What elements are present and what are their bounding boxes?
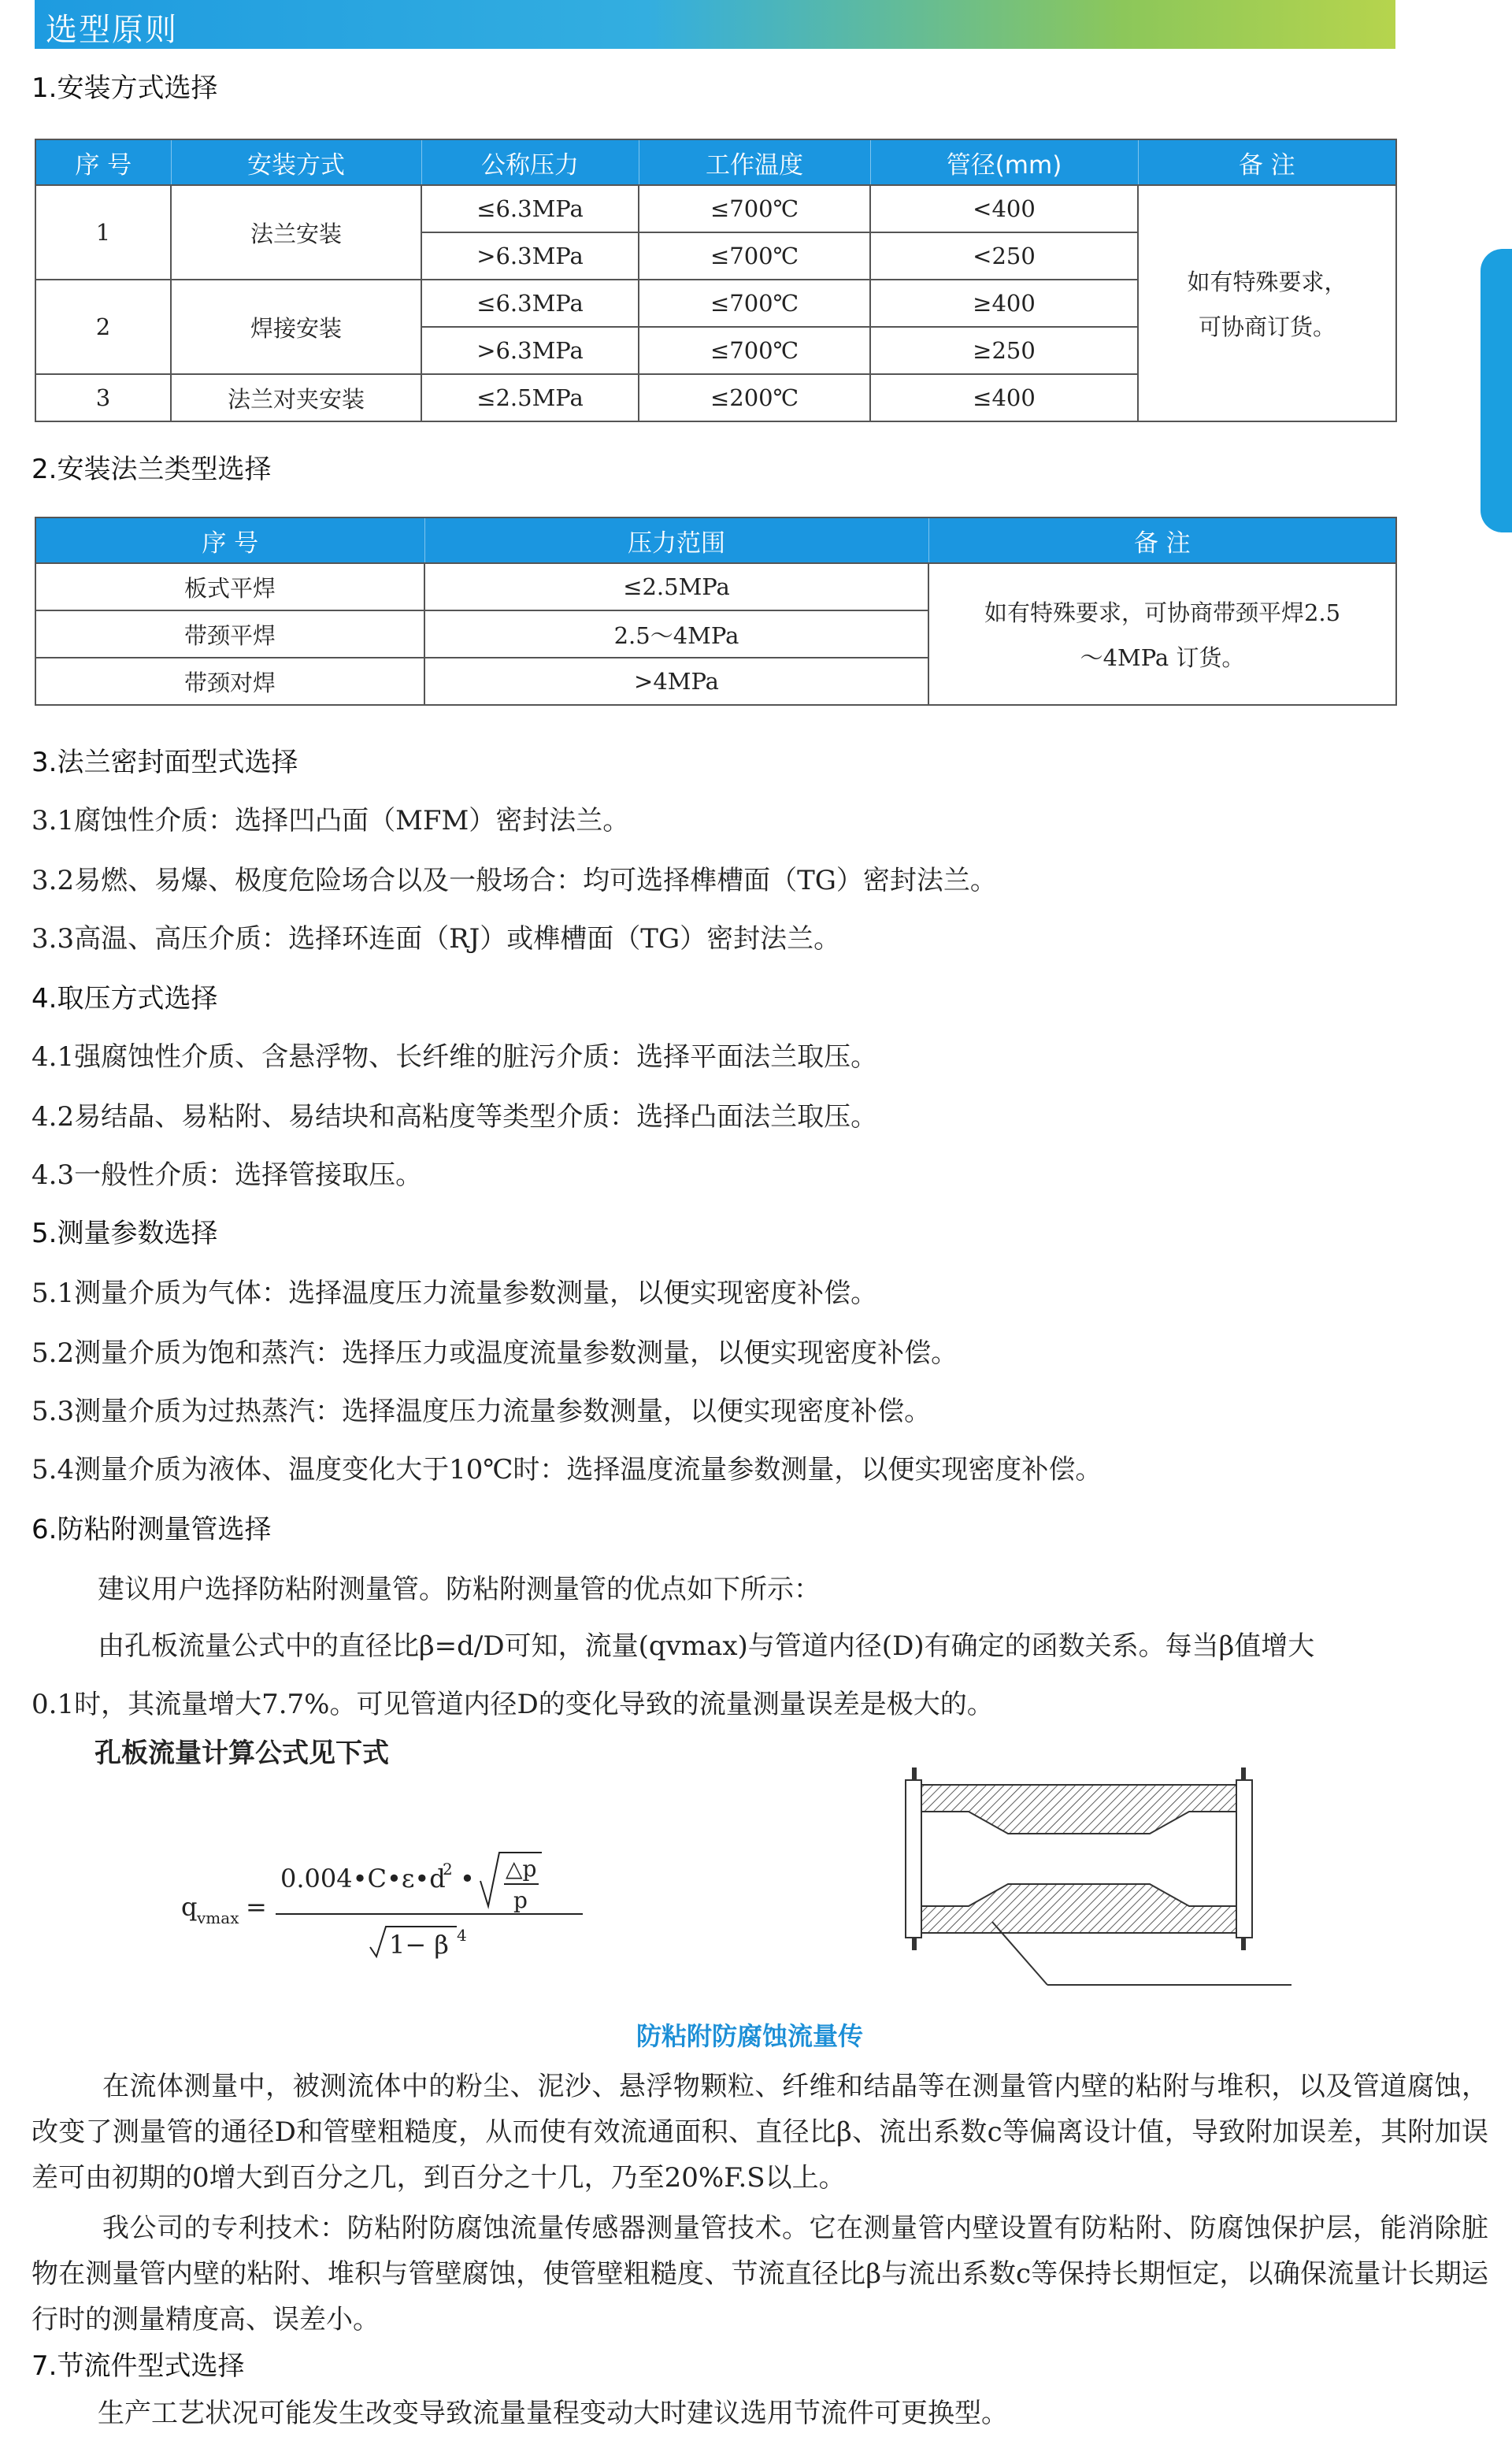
left-flange [906,1780,921,1938]
row-number: 1 [35,185,171,280]
row-number: 3 [35,374,171,421]
bolt [912,1767,917,1780]
formula-lhs: q [181,1892,198,1922]
bolt [1241,1938,1246,1950]
paragraph: 5.1测量介质为气体：选择温度压力流量参数测量，以便实现密度补偿。 [32,1278,878,1309]
formula-lhs-sub: vmax [197,1908,239,1927]
paragraph: 3.2易燃、易爆、极度危险场合以及一般场合：均可选择榫槽面（TG）密封法兰。 [32,865,997,896]
table-header-cell: 备 注 [928,517,1396,563]
paragraph: 4.1强腐蚀性介质、含悬浮物、长纤维的脏污介质：选择平面法兰取压。 [32,1041,878,1073]
diameter-cell: <400 [870,185,1138,232]
pressure-cell: >6.3MPa [421,232,639,280]
remark-cell [928,563,1396,705]
pressure-cell: ≤6.3MPa [421,280,639,327]
temperature-cell: ≤700℃ [639,232,870,280]
pressure-range-cell: >4MPa [424,658,928,705]
install-method: 法兰安装 [171,185,421,280]
table-header-row [35,139,1396,185]
section-title-3: 3.法兰密封面型式选择 [32,747,298,778]
table-header-row [35,517,1396,563]
paragraph: 4.2易结晶、易粘附、易结块和高粘度等类型介质：选择凸面法兰取压。 [32,1101,878,1133]
section-title-5: 5.测量参数选择 [32,1218,218,1249]
formula-title: 孔板流量计算公式见下式 [94,1738,389,1769]
remark-line: ～4MPa 订货。 [1080,644,1245,671]
install-method-table [35,139,1397,422]
diameter-cell: ≥400 [870,280,1138,327]
remark-line: 如有特殊要求，可协商带颈平焊2.5 [984,599,1341,626]
install-method: 法兰对夹安装 [171,374,421,421]
remark-line: 如有特殊要求， [1187,269,1347,295]
paragraph: 建议用户选择防粘附测量管。防粘附测量管的优点如下所示： [98,1574,821,1605]
pressure-cell: ≤6.3MPa [421,185,639,232]
table-row [35,563,1396,610]
measuring-tube-drawing [890,1756,1299,2001]
paragraph: 3.1腐蚀性介质：选择凹凸面（MFM）密封法兰。 [32,805,630,836]
flange-type-cell: 带颈平焊 [35,610,424,658]
formula-numerator: 0.004•C•ε•d [280,1864,446,1894]
pressure-range-cell: 2.5～4MPa [424,610,928,658]
table-header-cell: 公称压力 [421,139,639,185]
paragraph: 5.2测量介质为饱和蒸汽：选择压力或温度流量参数测量，以便实现密度补偿。 [32,1337,958,1369]
diameter-cell: <250 [870,232,1138,280]
row-number: 2 [35,280,171,374]
temperature-cell: ≤700℃ [639,280,870,327]
diameter-cell: ≤400 [870,374,1138,421]
table-row [35,185,1396,232]
diameter-cell: ≥250 [870,327,1138,374]
section-title-7: 7.节流件型式选择 [32,2350,245,2382]
paragraph: 在流体测量中，被测流体中的粉尘、泥沙、悬浮物颗粒、纤维和结晶等在测量管内壁的粘附与堆积，以及管道腐蚀，改变了测量管的通径D和管壁粗糙度，从而使有效流通面积、直径比β、流出系数c等偏离设计值，导致附加误差，其附加误差可由初期的0增大到百分之几，到百分之十几，乃至20%F.S以上。 [32,2071,1488,2194]
table-header-cell: 序 号 [35,139,171,185]
flange-type-cell: 带颈对焊 [35,658,424,705]
section-title-1: 1.安装方式选择 [32,72,218,104]
table-header-cell: 管径(mm) [870,139,1138,185]
bolt [912,1938,917,1950]
table-header-cell: 安装方式 [171,139,421,185]
formula-denominator: 1− β [389,1930,449,1960]
table-header-cell: 压力范围 [424,517,928,563]
page-title: 选型原则 [46,12,178,48]
side-tab [1480,249,1512,532]
tube-wall-bottom [921,1884,1236,1933]
remark-cell [1138,185,1396,421]
formula-p: p [513,1887,528,1913]
section-title-6: 6.防粘附测量管选择 [32,1514,272,1545]
pressure-cell: >6.3MPa [421,327,639,374]
flange-type-cell: 板式平焊 [35,563,424,610]
temperature-cell: ≤700℃ [639,327,870,374]
paragraph: 0.1时，其流量增大7.7%。可见管道内径D的变化导致的流量测量误差是极大的。 [32,1689,994,1720]
drawing-caption: 防粘附防腐蚀流量传 [636,2021,864,2051]
paragraph: 生产工艺状况可能发生改变导致流量量程变动大时建议选用节流件可更换型。 [98,2398,1008,2429]
tube-wall-top [921,1785,1236,1834]
paragraph: 4.3一般性介质：选择管接取压。 [32,1159,423,1191]
formula-den-sup: 4 [457,1926,467,1945]
temperature-cell: ≤200℃ [639,374,870,421]
flange-type-table [35,517,1397,706]
paragraph: 5.3测量介质为过热蒸汽：选择温度压力流量参数测量，以便实现密度补偿。 [32,1396,932,1427]
formula-eq: = [246,1892,267,1922]
temperature-cell: ≤700℃ [639,185,870,232]
formula-dot: • [460,1864,475,1894]
section-title-2: 2.安装法兰类型选择 [32,454,272,485]
paragraph: 5.4测量介质为液体、温度变化大于10℃时：选择温度流量参数测量，以便实现密度补偿。 [32,1454,1102,1486]
paragraph: 3.3高温、高压介质：选择环连面（RJ）或榫槽面（TG）密封法兰。 [32,923,841,955]
right-flange [1236,1780,1252,1938]
table-header-cell: 序 号 [35,517,424,563]
paragraph: 我公司的专利技术：防粘附防腐蚀流量传感器测量管技术。它在测量管内壁设置有防粘附、防腐蚀保护层，能消除脏物在测量管内壁的粘附、堆积与管壁腐蚀，使管壁粗糙度、节流直径比β与流出系数c等保持长期恒定，以确保流量计长期运行时的测量精度高、误差小。 [32,2213,1488,2335]
header-bar [35,0,1395,49]
flow-formula [165,1812,606,1969]
section-title-4: 4.取压方式选择 [32,983,218,1014]
formula-dp: △p [506,1856,537,1882]
table-header-cell: 备 注 [1138,139,1396,185]
bolt [1241,1767,1246,1780]
remark-line: 可协商订货。 [1198,313,1336,340]
table-header-cell: 工作温度 [639,139,870,185]
install-method: 焊接安装 [171,280,421,374]
pressure-range-cell: ≤2.5MPa [424,563,928,610]
formula-num-sup: 2 [443,1860,453,1879]
paragraph: 由孔板流量公式中的直径比β=d/D可知，流量(qvmax)与管道内径(D)有确定的函数关系。每当β值增大 [98,1630,1315,1662]
pressure-cell: ≤2.5MPa [421,374,639,421]
